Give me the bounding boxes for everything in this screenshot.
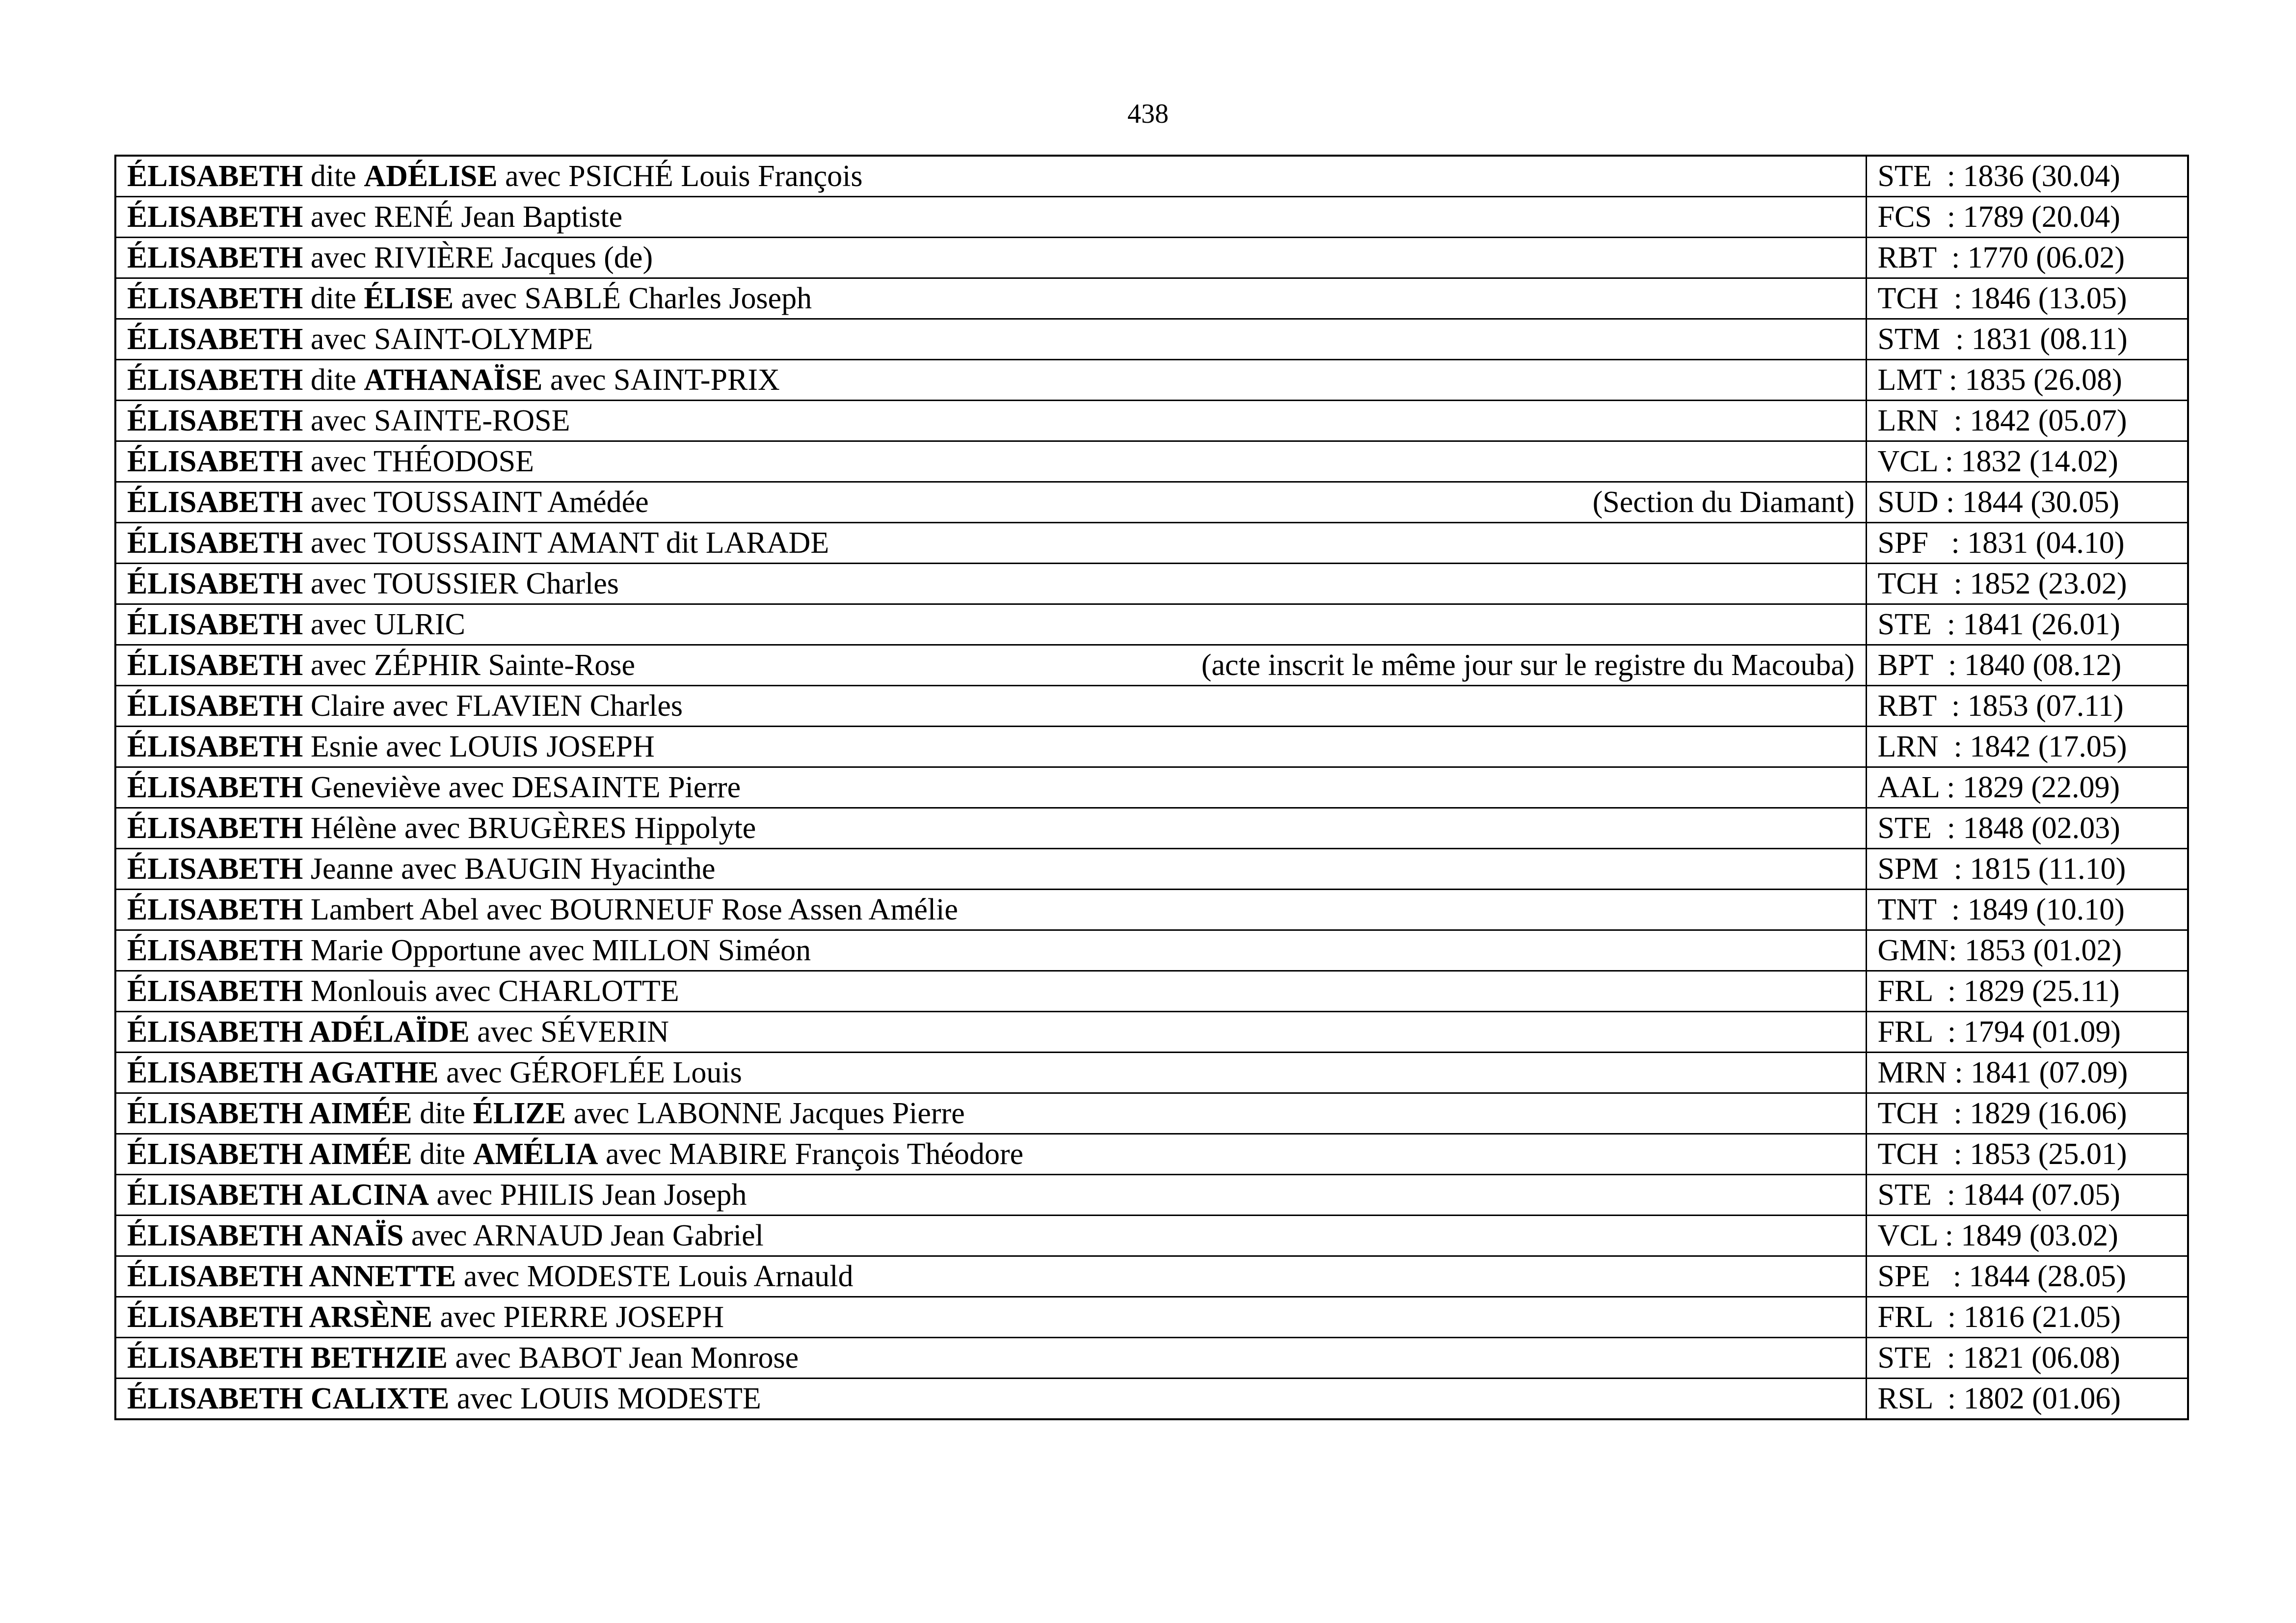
entry-name-bold: ÉLISABETH bbox=[127, 363, 303, 397]
entry-name-text: avec TOUSSAINT AMANT dit LARADE bbox=[303, 526, 829, 560]
parish-date-cell: STM : 1831 (08.11) bbox=[1866, 319, 2188, 360]
entry-name-bold: ÉLISABETH bbox=[127, 241, 303, 274]
entry-cell bbox=[115, 1093, 1866, 1134]
entry-names bbox=[127, 360, 780, 400]
table-row bbox=[115, 890, 2188, 930]
entry-cell bbox=[115, 441, 1866, 482]
entry-cell bbox=[115, 727, 1866, 767]
entry-name-bold: ÉLISABETH bbox=[127, 200, 303, 234]
entry-line bbox=[127, 972, 1855, 1011]
entry-name-text: dite bbox=[303, 363, 364, 397]
table-row bbox=[115, 849, 2188, 890]
entry-line bbox=[127, 1175, 1855, 1215]
entry-name-bold: ÉLISABETH bbox=[127, 893, 303, 926]
entry-line bbox=[127, 442, 1855, 481]
entry-name-text: dite bbox=[303, 160, 364, 193]
entry-name-bold: ÉLISABETH AGATHE bbox=[127, 1056, 439, 1089]
entry-names bbox=[127, 931, 811, 970]
entry-names bbox=[127, 1298, 724, 1337]
entry-line bbox=[127, 809, 1855, 848]
entry-name-text: Lambert Abel avec BOURNEUF Rose Assen Amélie bbox=[303, 893, 958, 926]
parish-date-cell: STE : 1841 (26.01) bbox=[1866, 604, 2188, 645]
entry-names bbox=[127, 972, 679, 1011]
table-row bbox=[115, 360, 2188, 401]
entry-names bbox=[127, 1338, 799, 1378]
entry-name-bold: ATHANAÏSE bbox=[364, 363, 543, 397]
entry-name-text: Jeanne avec BAUGIN Hyacinthe bbox=[303, 852, 716, 886]
entry-name-text: dite bbox=[303, 282, 364, 315]
entry-line bbox=[127, 605, 1855, 644]
entry-line bbox=[127, 157, 1855, 196]
entry-names bbox=[127, 686, 683, 726]
entry-cell bbox=[115, 319, 1866, 360]
entry-name-text: avec SÉVERIN bbox=[469, 1015, 669, 1049]
entry-name-bold: ÉLISABETH bbox=[127, 812, 303, 845]
entry-cell bbox=[115, 1012, 1866, 1053]
entry-cell bbox=[115, 1256, 1866, 1297]
parish-date-cell: STE : 1844 (07.05) bbox=[1866, 1175, 2188, 1216]
table-row bbox=[115, 767, 2188, 808]
entry-cell bbox=[115, 1134, 1866, 1175]
entry-cell bbox=[115, 1338, 1866, 1379]
entry-name-bold: ÉLISABETH ALCINA bbox=[127, 1178, 429, 1212]
parish-date-cell: STE : 1836 (30.04) bbox=[1866, 156, 2188, 197]
table-row bbox=[115, 1053, 2188, 1093]
entry-name-bold: ÉLISABETH bbox=[127, 852, 303, 886]
entry-cell bbox=[115, 686, 1866, 727]
entry-name-bold: ÉLISABETH bbox=[127, 445, 303, 478]
entry-cell bbox=[115, 849, 1866, 890]
parish-date-cell: RBT : 1770 (06.02) bbox=[1866, 238, 2188, 278]
entry-names bbox=[127, 1175, 747, 1215]
table-row bbox=[115, 1134, 2188, 1175]
entry-name-bold: ÉLISE bbox=[364, 282, 454, 315]
table-row bbox=[115, 1297, 2188, 1338]
entry-note: (Section du Diamant) bbox=[1592, 486, 1855, 519]
parish-date-cell: TNT : 1849 (10.10) bbox=[1866, 890, 2188, 930]
entry-name-text: avec LOUIS MODESTE bbox=[449, 1382, 761, 1415]
entry-cell bbox=[115, 238, 1866, 278]
entry-name-bold: ÉLISABETH bbox=[127, 649, 303, 682]
parish-date-cell: FRL : 1816 (21.05) bbox=[1866, 1297, 2188, 1338]
parish-date-cell: SPF : 1831 (04.10) bbox=[1866, 523, 2188, 564]
entry-name-bold: ÉLISABETH bbox=[127, 567, 303, 600]
table-row bbox=[115, 930, 2188, 971]
parish-date-cell: SPM : 1815 (11.10) bbox=[1866, 849, 2188, 890]
table-row bbox=[115, 238, 2188, 278]
table-row bbox=[115, 686, 2188, 727]
table-row bbox=[115, 1379, 2188, 1420]
entry-names bbox=[127, 768, 741, 807]
entry-cell bbox=[115, 197, 1866, 238]
entry-cell bbox=[115, 360, 1866, 401]
entry-name-text: avec SAINT-PRIX bbox=[542, 363, 780, 397]
entry-name-bold: ÉLISABETH ANNETTE bbox=[127, 1260, 456, 1293]
entry-name-bold: ÉLISABETH bbox=[127, 730, 303, 763]
entry-name-text: Geneviève avec DESAINTE Pierre bbox=[303, 771, 741, 804]
entry-cell bbox=[115, 401, 1866, 441]
entry-name-bold: ÉLISABETH ANAÏS bbox=[127, 1219, 404, 1252]
table-row bbox=[115, 441, 2188, 482]
entry-cell bbox=[115, 645, 1866, 686]
parish-date-cell: TCH : 1853 (25.01) bbox=[1866, 1134, 2188, 1175]
entry-name-text: avec PIERRE JOSEPH bbox=[432, 1300, 724, 1334]
entry-line bbox=[127, 523, 1855, 563]
entry-name-bold: ÉLISABETH AIMÉE bbox=[127, 1137, 412, 1171]
parish-date-cell: TCH : 1852 (23.02) bbox=[1866, 564, 2188, 604]
entry-names bbox=[127, 1379, 761, 1418]
entry-names bbox=[127, 564, 619, 603]
entry-line bbox=[127, 564, 1855, 603]
table-row bbox=[115, 319, 2188, 360]
entry-name-bold: ÉLISABETH bbox=[127, 526, 303, 560]
entry-name-text: avec ULRIC bbox=[303, 608, 465, 641]
entry-names bbox=[127, 401, 570, 440]
entry-name-bold: ÉLISABETH bbox=[127, 323, 303, 356]
table-row bbox=[115, 808, 2188, 849]
entry-line bbox=[127, 727, 1855, 766]
entry-line bbox=[127, 483, 1855, 522]
table-row bbox=[115, 1216, 2188, 1256]
entry-names bbox=[127, 157, 863, 196]
parish-date-cell: STE : 1848 (02.03) bbox=[1866, 808, 2188, 849]
entry-name-bold: ÉLISABETH bbox=[127, 486, 303, 519]
entry-names bbox=[127, 890, 958, 929]
entry-name-bold: ÉLISABETH bbox=[127, 689, 303, 723]
table-row bbox=[115, 1012, 2188, 1053]
table-row bbox=[115, 564, 2188, 604]
parish-date-cell: FCS : 1789 (20.04) bbox=[1866, 197, 2188, 238]
entry-names bbox=[127, 1257, 854, 1296]
entry-name-bold: ÉLISABETH bbox=[127, 974, 303, 1008]
entry-names bbox=[127, 523, 829, 563]
entry-line bbox=[127, 320, 1855, 359]
entry-name-bold: ÉLISABETH ADÉLAÏDE bbox=[127, 1015, 470, 1049]
entry-names bbox=[127, 727, 655, 766]
marriage-register-table bbox=[114, 155, 2189, 1420]
entry-name-bold: ÉLISABETH AIMÉE bbox=[127, 1097, 412, 1130]
entry-name-text: avec ARNAUD Jean Gabriel bbox=[403, 1219, 764, 1252]
entry-name-text: avec MODESTE Louis Arnauld bbox=[456, 1260, 854, 1293]
entry-cell bbox=[115, 156, 1866, 197]
page-number: 438 bbox=[1127, 99, 1169, 129]
entry-cell bbox=[115, 930, 1866, 971]
entry-names bbox=[127, 1094, 965, 1133]
parish-date-cell: FRL : 1829 (25.11) bbox=[1866, 971, 2188, 1012]
entry-cell bbox=[115, 971, 1866, 1012]
parish-date-cell: SPE : 1844 (28.05) bbox=[1866, 1256, 2188, 1297]
table-row bbox=[115, 1175, 2188, 1216]
entry-name-bold: ÉLIZE bbox=[473, 1097, 566, 1130]
entry-names bbox=[127, 442, 534, 481]
table-row bbox=[115, 401, 2188, 441]
entry-line bbox=[127, 1135, 1855, 1174]
entry-name-bold: ÉLISABETH bbox=[127, 282, 303, 315]
parish-date-cell: VCL : 1849 (03.02) bbox=[1866, 1216, 2188, 1256]
entry-name-bold: ÉLISABETH BETHZIE bbox=[127, 1341, 448, 1375]
table-row bbox=[115, 1093, 2188, 1134]
parish-date-cell: LRN : 1842 (17.05) bbox=[1866, 727, 2188, 767]
entry-names bbox=[127, 1012, 669, 1052]
entry-cell bbox=[115, 1175, 1866, 1216]
entry-name-text: avec RENÉ Jean Baptiste bbox=[303, 200, 623, 234]
entry-line bbox=[127, 1094, 1855, 1133]
entry-name-text: avec MABIRE François Théodore bbox=[598, 1137, 1024, 1171]
entry-names bbox=[127, 238, 653, 277]
entry-name-text: avec SAINT-OLYMPE bbox=[303, 323, 593, 356]
entry-name-bold: ÉLISABETH bbox=[127, 608, 303, 641]
entry-line bbox=[127, 1379, 1855, 1418]
entry-name-text: avec GÉROFLÉE Louis bbox=[438, 1056, 742, 1089]
parish-date-cell: VCL : 1832 (14.02) bbox=[1866, 441, 2188, 482]
table-row bbox=[115, 482, 2188, 523]
parish-date-cell: TCH : 1846 (13.05) bbox=[1866, 278, 2188, 319]
table-row bbox=[115, 971, 2188, 1012]
entry-name-bold: ÉLISABETH bbox=[127, 771, 303, 804]
entry-line bbox=[127, 686, 1855, 726]
table-row bbox=[115, 1256, 2188, 1297]
register-rows bbox=[115, 156, 2188, 1419]
parish-date-cell: AAL : 1829 (22.09) bbox=[1866, 767, 2188, 808]
parish-date-cell: STE : 1821 (06.08) bbox=[1866, 1338, 2188, 1379]
entry-cell bbox=[115, 767, 1866, 808]
parish-date-cell: GMN: 1853 (01.02) bbox=[1866, 930, 2188, 971]
entry-cell bbox=[115, 604, 1866, 645]
entry-line bbox=[127, 1298, 1855, 1337]
table-row bbox=[115, 1338, 2188, 1379]
table-row bbox=[115, 604, 2188, 645]
entry-line bbox=[127, 849, 1855, 889]
entry-name-bold: ÉLISABETH bbox=[127, 160, 303, 193]
entry-name-text: avec THÉODOSE bbox=[303, 445, 534, 478]
parish-date-cell: LMT : 1835 (26.08) bbox=[1866, 360, 2188, 401]
entry-names bbox=[127, 1216, 764, 1255]
entry-names bbox=[127, 646, 635, 685]
entry-name-text: dite bbox=[412, 1137, 473, 1171]
parish-date-cell: MRN : 1841 (07.09) bbox=[1866, 1053, 2188, 1093]
entry-name-text: avec PSICHÉ Louis François bbox=[497, 160, 863, 193]
parish-date-cell: SUD : 1844 (30.05) bbox=[1866, 482, 2188, 523]
table-row bbox=[115, 523, 2188, 564]
entry-cell bbox=[115, 1216, 1866, 1256]
parish-date-cell: FRL : 1794 (01.09) bbox=[1866, 1012, 2188, 1053]
entry-line bbox=[127, 238, 1855, 277]
entry-name-bold: ADÉLISE bbox=[364, 160, 498, 193]
entry-names bbox=[127, 197, 622, 237]
entry-cell bbox=[115, 1379, 1866, 1420]
table-row bbox=[115, 727, 2188, 767]
entry-name-bold: ÉLISABETH CALIXTE bbox=[127, 1382, 450, 1415]
entry-names bbox=[127, 605, 465, 644]
entry-name-text: Claire avec FLAVIEN Charles bbox=[303, 689, 683, 723]
parish-date-cell: RBT : 1853 (07.11) bbox=[1866, 686, 2188, 727]
entry-name-text: avec SABLÉ Charles Joseph bbox=[454, 282, 812, 315]
entry-name-bold: AMÉLIA bbox=[473, 1137, 598, 1171]
entry-names bbox=[127, 320, 593, 359]
parish-date-cell: TCH : 1829 (16.06) bbox=[1866, 1093, 2188, 1134]
entry-name-text: Hélène avec BRUGÈRES Hippolyte bbox=[303, 812, 756, 845]
entry-note: (acte inscrit le même jour sur le registre du Macouba) bbox=[1201, 649, 1855, 682]
entry-name-text: Monlouis avec CHARLOTTE bbox=[303, 974, 679, 1008]
table-row bbox=[115, 278, 2188, 319]
entry-cell bbox=[115, 278, 1866, 319]
entry-cell bbox=[115, 482, 1866, 523]
entry-line bbox=[127, 1053, 1855, 1092]
entry-name-text: Marie Opportune avec MILLON Siméon bbox=[303, 934, 811, 967]
entry-name-text: avec ZÉPHIR Sainte-Rose bbox=[303, 649, 636, 682]
entry-name-text: avec BABOT Jean Monrose bbox=[448, 1341, 799, 1375]
entry-name-text: avec TOUSSAINT Amédée bbox=[303, 486, 649, 519]
table-row bbox=[115, 197, 2188, 238]
entry-name-bold: ÉLISABETH bbox=[127, 934, 303, 967]
entry-line bbox=[127, 401, 1855, 440]
entry-cell bbox=[115, 523, 1866, 564]
entry-line bbox=[127, 1257, 1855, 1296]
entry-name-text: avec PHILIS Jean Joseph bbox=[429, 1178, 747, 1212]
entry-cell bbox=[115, 1297, 1866, 1338]
entry-name-text: Esnie avec LOUIS JOSEPH bbox=[303, 730, 655, 763]
entry-line bbox=[127, 890, 1855, 929]
table-row bbox=[115, 156, 2188, 197]
entry-cell bbox=[115, 564, 1866, 604]
entry-names bbox=[127, 1053, 742, 1092]
parish-date-cell: LRN : 1842 (05.07) bbox=[1866, 401, 2188, 441]
entry-names bbox=[127, 483, 649, 522]
entry-name-text: avec SAINTE-ROSE bbox=[303, 404, 570, 437]
entry-line bbox=[127, 931, 1855, 970]
entry-name-text: avec TOUSSIER Charles bbox=[303, 567, 619, 600]
entry-names bbox=[127, 809, 756, 848]
entry-name-bold: ÉLISABETH ARSÈNE bbox=[127, 1300, 432, 1334]
entry-line bbox=[127, 646, 1855, 685]
parish-date-cell: RSL : 1802 (01.06) bbox=[1866, 1379, 2188, 1420]
entry-line bbox=[127, 279, 1855, 318]
entry-cell bbox=[115, 808, 1866, 849]
entry-names bbox=[127, 1135, 1023, 1174]
entry-cell bbox=[115, 890, 1866, 930]
entry-line bbox=[127, 1216, 1855, 1255]
table-row bbox=[115, 645, 2188, 686]
entry-line bbox=[127, 360, 1855, 400]
parish-date-cell: BPT : 1840 (08.12) bbox=[1866, 645, 2188, 686]
entry-name-text: avec LABONNE Jacques Pierre bbox=[566, 1097, 965, 1130]
entry-cell bbox=[115, 1053, 1866, 1093]
entry-line bbox=[127, 1012, 1855, 1052]
entry-line bbox=[127, 768, 1855, 807]
entry-line bbox=[127, 1338, 1855, 1378]
entry-name-text: avec RIVIÈRE Jacques (de) bbox=[303, 241, 653, 274]
entry-name-text: dite bbox=[412, 1097, 473, 1130]
entry-names bbox=[127, 849, 716, 889]
entry-line bbox=[127, 197, 1855, 237]
entry-name-bold: ÉLISABETH bbox=[127, 404, 303, 437]
entry-names bbox=[127, 279, 812, 318]
